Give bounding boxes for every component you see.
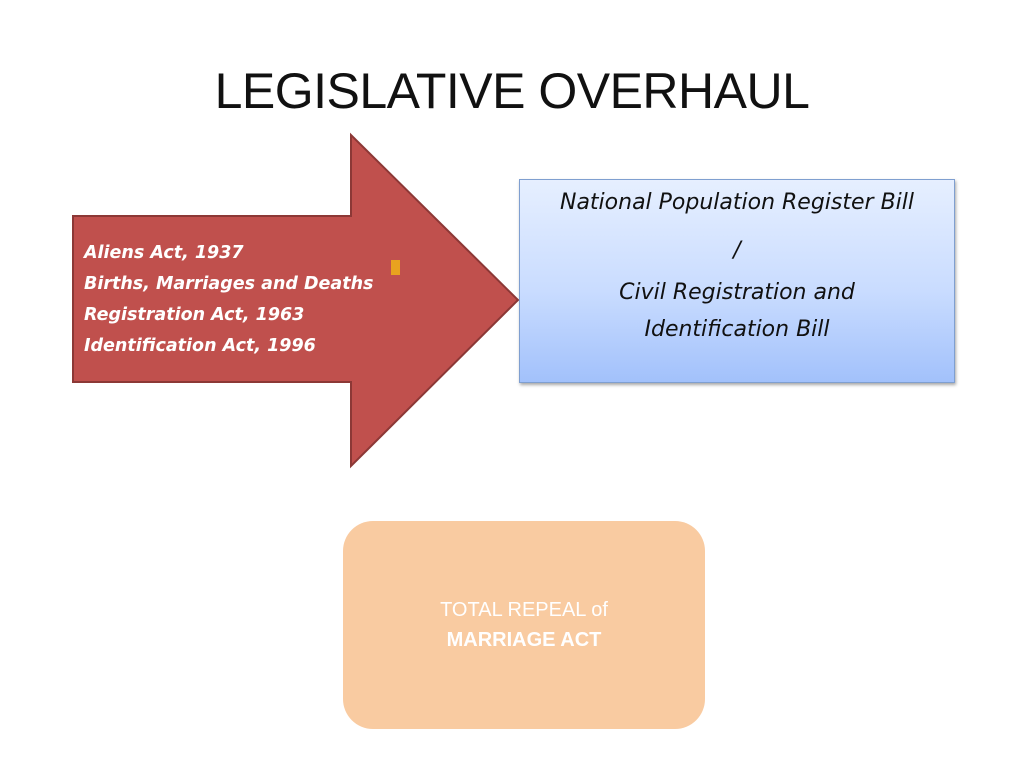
repeal-box [343,521,705,729]
slide-title: LEGISLATIVE OVERHAUL [214,63,810,119]
repeal-heading: TOTAL REPEAL of [440,599,608,621]
orange-marker [391,260,400,275]
arrow-line-registration-act: Registration Act, 1963 [84,305,305,325]
arrow-line-aliens-act: Aliens Act, 1937 [84,243,244,263]
repeal-act-name: MARRIAGE ACT [446,629,602,651]
new-bills-box [519,179,955,383]
arrow-line-births-marriages-deaths: Births, Marriages and Deaths [84,274,374,294]
bill-separator: / [733,238,741,263]
arrow-text-block [84,238,404,362]
bill-civil-registration: Civil Registration and [619,280,855,305]
bill-identification: Identification Bill [644,317,830,342]
bill-national-population-register: National Population Register Bill [559,190,915,215]
arrow-line-identification-act: Identification Act, 1996 [84,336,316,356]
